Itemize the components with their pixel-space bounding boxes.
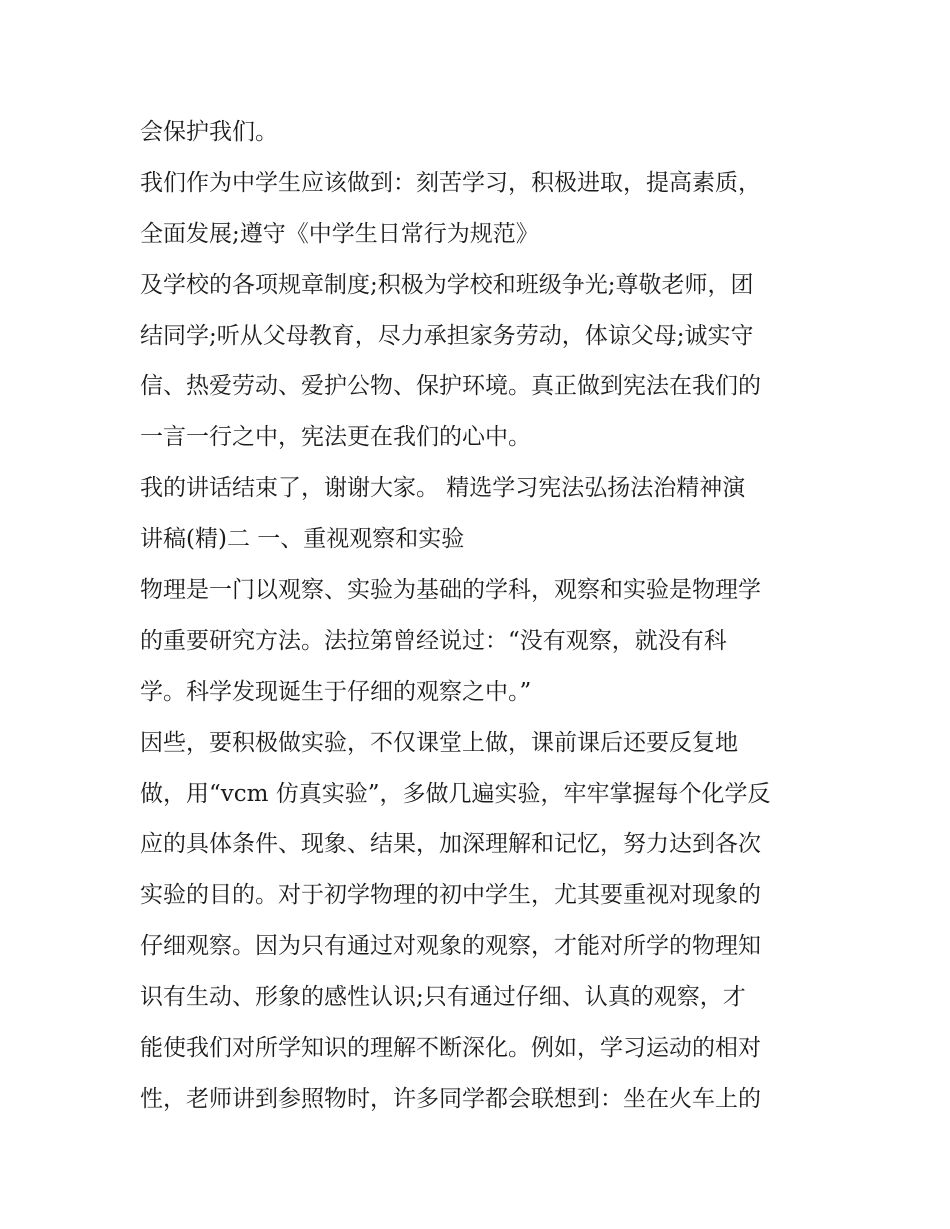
text-line: 会保护我们。 — [140, 119, 278, 145]
text-line: 一言一行之中，宪法更在我们的心中。 — [140, 424, 531, 451]
text-line: 信、热爱劳动、爱护公物、保护环境。真正做到宪法在我们的 — [140, 373, 761, 400]
text-line: 的重要研究方法。法拉第曾经说过：“没有观察，就没有科 — [140, 627, 727, 654]
text-line: 性，老师讲到参照物时，许多同学都会联想到：坐在火车上的 — [140, 1085, 761, 1112]
text-line: 讲稿(精)二 一、重视观察和实验 — [140, 526, 465, 553]
text-line: 能使我们对所学知识的理解不断深化。例如，学习运动的相对 — [140, 1035, 761, 1062]
text-line: 我的讲话结束了，谢谢大家。 精选学习宪法弘扬法治精神演 — [140, 475, 746, 502]
text-line: 学。科学发现诞生于仔细的观察之中。” — [140, 678, 532, 705]
text-line: 实验的目的。对于初学物理的初中学生，尤其要重视对现象的 — [140, 882, 761, 909]
text-line: 仔细观察。因为只有通过对观象的观察，才能对所学的物理知 — [140, 933, 761, 960]
body-text — [140, 107, 820, 1125]
text-line: 因些，要积极做实验，不仅课堂上做，课前课后还要反复地 — [140, 729, 738, 756]
text-line: 识有生动、形象的感性认识;只有通过仔细、认真的观察，才 — [140, 984, 746, 1011]
text-line: 我们作为中学生应该做到：刻苦学习，积极进取，提高素质， — [140, 169, 761, 196]
text-line: 全面发展;遵守《中学生日常行为规范》 — [140, 220, 539, 247]
text-line: 应的具体条件、现象、结果，加深理解和记忆，努力达到各次 — [140, 831, 761, 858]
text-line: 及学校的各项规章制度;积极为学校和班级争光;尊敬老师，团 — [140, 271, 754, 298]
text-line: 做，用“vcm 仿真实验”，多做几遍实验，牢牢掌握每个化学反 — [140, 780, 771, 807]
text-line: 物理是一门以观察、实验为基础的学科，观察和实验是物理学 — [140, 577, 761, 604]
text-line: 结同学;听从父母教育，尽力承担家务劳动，体谅父母;诚实守 — [140, 322, 754, 349]
